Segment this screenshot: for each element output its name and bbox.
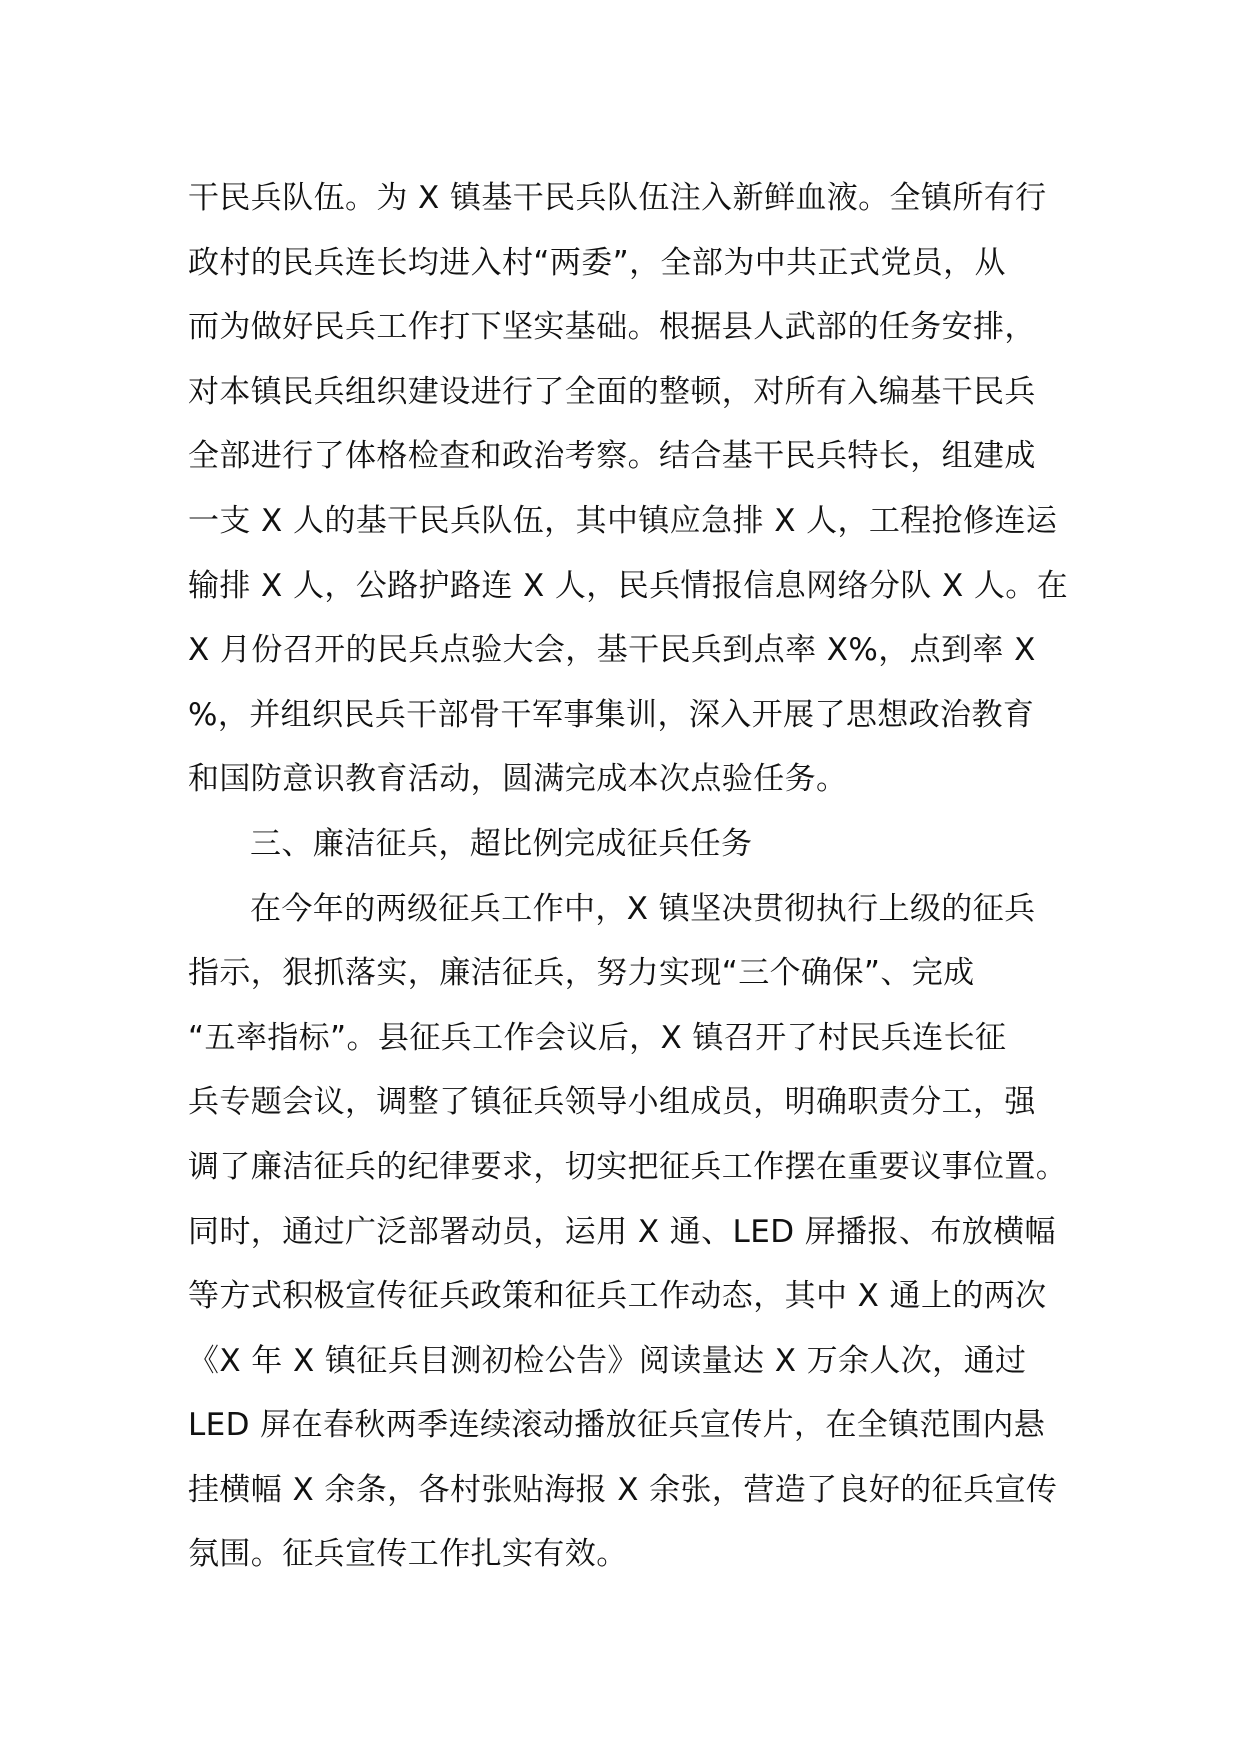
text-line: 输排 X 人，公路护路连 X 人，民兵情报信息网络分队 X 人。在 [188,567,1069,604]
text-line: 对本镇民兵组织建设进行了全面的整顿，对所有入编基干民兵 [188,373,1036,410]
document-body [188,166,1069,1587]
text-line: 在今年的两级征兵工作中，X 镇坚决贯彻执行上级的征兵 [250,890,1036,927]
paragraph-conscription-work [188,877,1068,1588]
text-line: 而为做好民兵工作打下坚实基础。根据县人武部的任务安排， [188,309,1036,346]
text-line: 《X 年 X 镇征兵目测初检公告》阅读量达 X 万余人次，通过 [188,1342,1027,1379]
text-line: 调了廉洁征兵的纪律要求，切实把征兵工作摆在重要议事位置。 [188,1148,1068,1185]
text-line: 干民兵队伍。为 X 镇基干民兵队伍注入新鲜血液。全镇所有行 [188,180,1047,216]
text-line: 全部进行了体格检查和政治考察。结合基干民兵特长，组建成 [188,438,1036,475]
section-heading: 三、廉洁征兵，超比例完成征兵任务 [250,825,753,862]
text-line: 一支 X 人的基干民兵队伍，其中镇应急排 X 人，工程抢修连运 [188,502,1058,539]
text-line: 氛围。征兵宣传工作扎实有效。 [188,1536,628,1573]
text-line: 兵专题会议，调整了镇征兵领导小组成员，明确职责分工，强 [188,1084,1036,1121]
text-line: 等方式积极宣传征兵政策和征兵工作动态，其中 X 通上的两次 [188,1278,1047,1315]
text-line: %，并组织民兵干部骨干军事集训，深入开展了思想政治教育 [188,696,1035,733]
text-line: X 月份召开的民兵点验大会，基干民兵到点率 X%，点到率 X [188,632,1036,669]
text-line: 同时，通过广泛部署动员，运用 X 通、LED 屏播报、布放横幅 [188,1213,1056,1250]
text-line: 指示，狠抓落实，廉洁征兵，努力实现“三个确保”、完成 [188,955,975,992]
paragraph-militia-organization [188,166,1069,812]
text-line: 和国防意识教育活动，圆满完成本次点验任务。 [188,761,848,798]
text-line: “五率指标”。县征兵工作会议后，X 镇召开了村民兵连长征 [188,1019,1007,1056]
text-line: 政村的民兵连长均进入村“两委”，全部为中共正式党员，从 [188,244,1006,281]
text-line: 挂横幅 X 余条，各村张贴海报 X 余张，营造了良好的征兵宣传 [188,1471,1058,1508]
text-line: LED 屏在春秋两季连续滚动播放征兵宣传片，在全镇范围内悬 [188,1407,1046,1444]
